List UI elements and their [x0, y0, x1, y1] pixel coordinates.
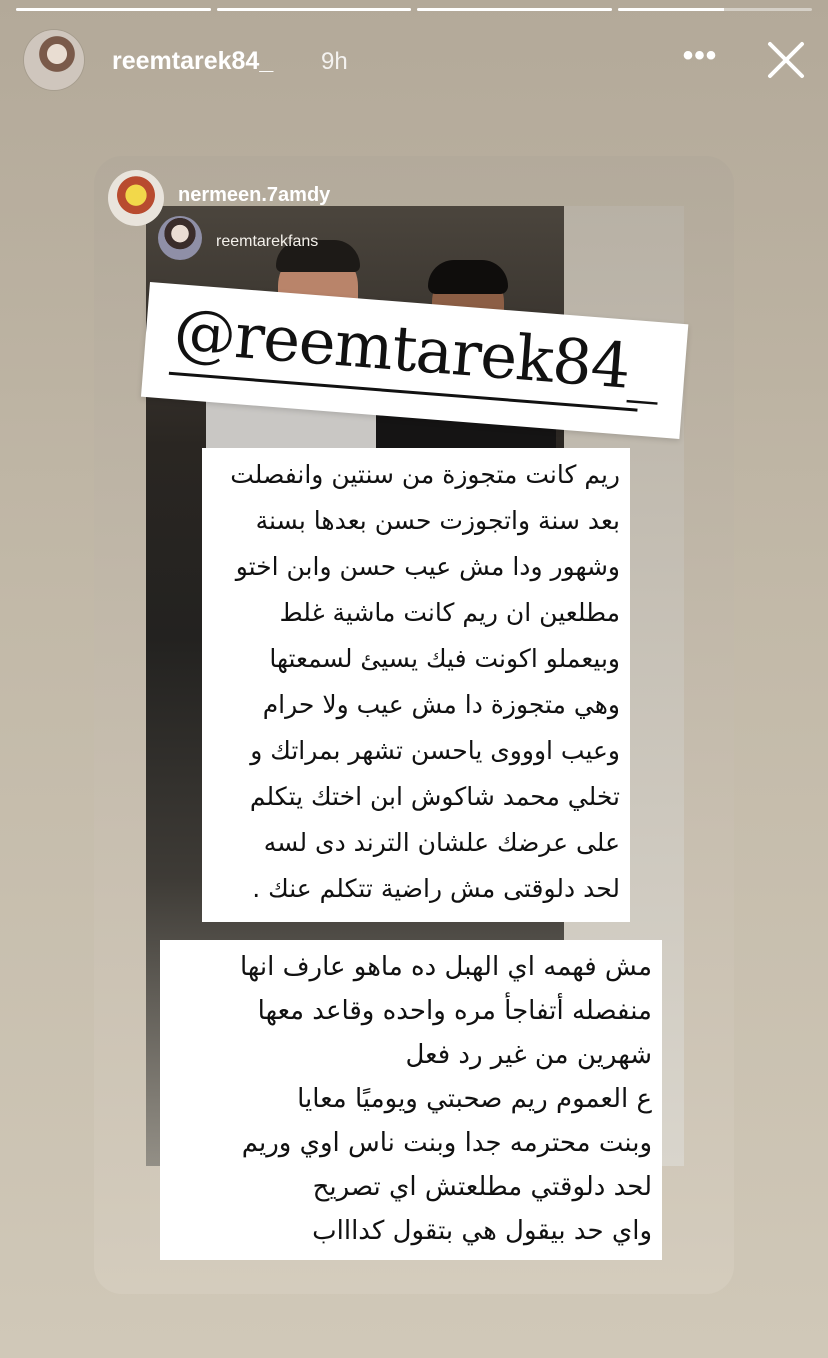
text-line: على عرضك علشان الترند دى لسه — [263, 828, 620, 857]
fan-username[interactable]: reemtarekfans — [216, 233, 319, 250]
username[interactable]: reemtarek84_ — [112, 47, 274, 75]
text-line: ع العموم ريم صحبتي ويوميًا معايا — [297, 1084, 652, 1114]
story-text-block-1 — [202, 448, 630, 922]
text-line: وهي متجوزة دا مش عيب ولا حرام — [262, 690, 620, 719]
text-line: واي حد بيقول هي بتقول كداااب — [312, 1216, 652, 1246]
more-horizontal-icon[interactable]: ••• — [682, 39, 718, 72]
repost-username[interactable]: nermeen.7amdy — [178, 184, 331, 206]
text-line: وعيب اوووى ياحسن تشهر بمراتك و — [250, 736, 620, 765]
text-line: لحد دلوقتى مش راضية تتكلم عنك . — [252, 874, 620, 903]
text-line: وبنت محترمه جدا وبنت ناس اوي وريم — [241, 1128, 652, 1158]
progress-segment — [16, 8, 211, 11]
text-line: مطلعين ان ريم كانت ماشية غلط — [279, 598, 620, 627]
progress-segment — [618, 8, 813, 11]
text-line: وبيعملو اكونت فيك يسيئ لسمعتها — [269, 644, 620, 673]
repost-avatar[interactable] — [108, 170, 164, 226]
text-line: منفصله أتفاجأ مره واحده وقاعد معها — [257, 996, 652, 1026]
text-line: بعد سنة واتجوزت حسن بعدها بسنة — [255, 506, 620, 535]
story-header — [24, 30, 808, 90]
text-line: شهرين من غير رد فعل — [405, 1040, 652, 1070]
text-line: لحد دلوقتي مطلعتش اي تصريح — [312, 1172, 652, 1202]
text-line: ريم كانت متجوزة من سنتين وانفصلت — [230, 460, 620, 489]
story-text-block-2 — [160, 940, 662, 1260]
text-line: مش فهمه اي الهبل ده ماهو عارف انها — [239, 952, 652, 982]
story-progress-bar — [16, 8, 812, 11]
text-line: تخلي محمد شاكوش ابن اختك يتكلم — [249, 782, 620, 811]
mention-text: @reemtarek84_ — [171, 294, 663, 406]
avatar[interactable] — [24, 30, 84, 90]
text-line: وشهور ودا مش عيب حسن وابن اختو — [235, 552, 620, 581]
timestamp: 9h — [321, 48, 348, 75]
progress-segment — [417, 8, 612, 11]
close-icon[interactable] — [764, 38, 808, 82]
progress-segment — [217, 8, 412, 11]
fan-avatar[interactable] — [158, 216, 202, 260]
